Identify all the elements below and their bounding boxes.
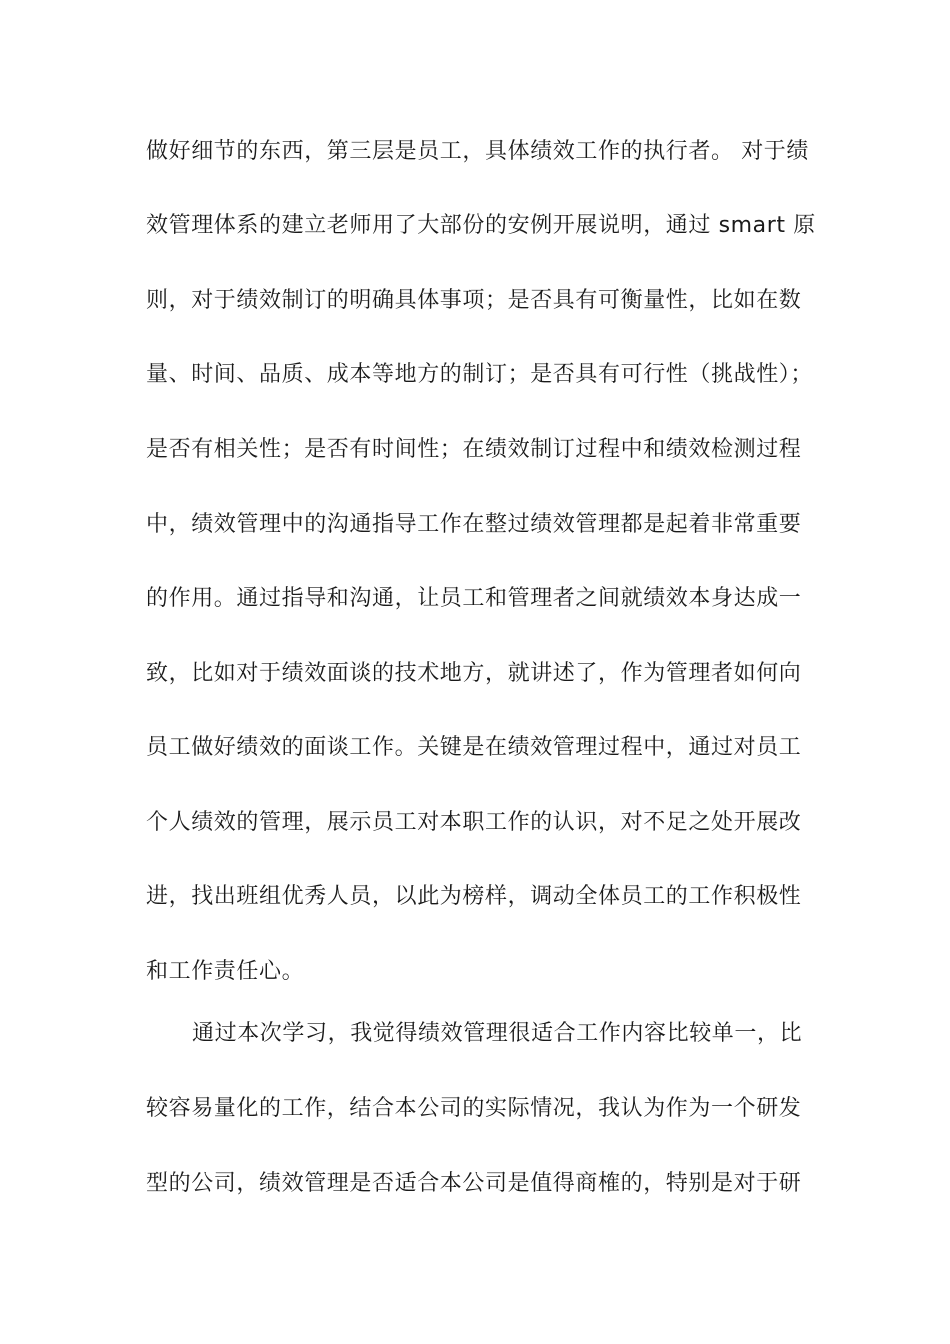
text-line-2: 效管理体系的建立老师用了大部份的安例开展说明，通过 smart 原 [146,213,816,238]
text-line-11: 进，找出班组优秀人员，以此为榜样，调动全体员工的工作积极性 [146,884,802,909]
text-line-6: 中，绩效管理中的沟通指导工作在整过绩效管理都是起着非常重要 [146,512,802,537]
text-line-13: 通过本次学习，我觉得绩效管理很适合工作内容比较单一，比 [192,1021,803,1046]
text-line-5: 是否有相关性；是否有时间性；在绩效制订过程中和绩效检测过程 [146,437,802,462]
text-line-3: 则，对于绩效制订的明确具体事项；是否具有可衡量性，比如在数 [146,288,802,313]
text-line-10: 个人绩效的管理，展示员工对本职工作的认识，对不足之处开展改 [146,810,802,835]
text-line-14: 较容易量化的工作，结合本公司的实际情况，我认为作为一个研发 [146,1096,802,1121]
text-line-8: 致，比如对于绩效面谈的技术地方，就讲述了，作为管理者如何向 [146,661,802,686]
text-line-15: 型的公司，绩效管理是否适合本公司是值得商榷的，特别是对于研 [146,1171,802,1196]
text-line-1: 做好细节的东西，第三层是员工，具体绩效工作的执行者。 对于绩 [146,139,809,164]
text-line-4: 量、时间、品质、成本等地方的制订；是否具有可行性（挑战性）； [146,362,814,387]
text-line-7: 的作用。通过指导和沟通，让员工和管理者之间就绩效本身达成一 [146,586,802,611]
text-line-12: 和工作责任心。 [146,959,305,984]
text-line-9: 员工做好绩效的面谈工作。关键是在绩效管理过程中，通过对员工 [146,735,802,760]
